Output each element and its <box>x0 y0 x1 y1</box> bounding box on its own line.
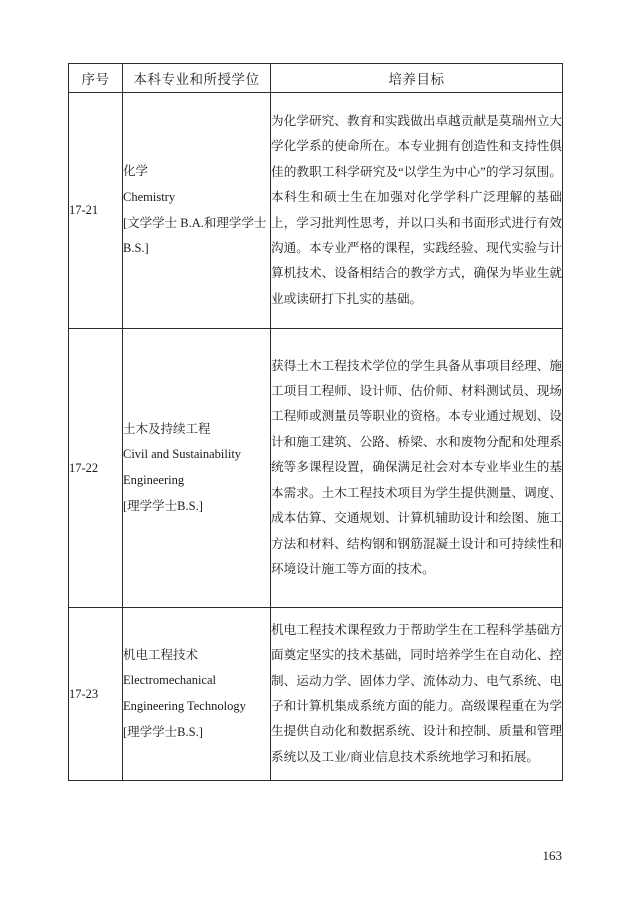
table-row <box>69 93 563 329</box>
major-degree: [文学学士 B.A.和理学学士B.S.] <box>123 215 267 256</box>
column-header-id: 序号 <box>69 64 123 93</box>
major-name-en: Civil and Sustainability Engineering <box>123 447 242 487</box>
row-goal <box>271 329 563 608</box>
major-name-cn: 化学 <box>123 164 149 179</box>
major-name-en: Chemistry <box>123 189 176 204</box>
major-name-cn: 机电工程技术 <box>123 647 199 662</box>
column-header-major: 本科专业和所授学位 <box>123 64 271 93</box>
goal-text: 机电工程技术课程致力于帮助学生在工程科学基础方面奠定坚实的技术基础，同时培养学生在自动化、控制、运动力学、固体力学、流体动力、电气系统、电子和计算机集成系统方面的能力。高级课程重在为学生提供自动化和数据系统、设计和控制、质量和管理系统以及工业/商业信息技术系统地学习和拓展。 <box>271 622 562 764</box>
row-id: 17-23 <box>69 608 123 781</box>
major-degree: [理学学士B.S.] <box>123 498 203 513</box>
table-row <box>69 329 563 608</box>
programs-table <box>68 63 563 781</box>
major-name-cn: 土木及持续工程 <box>123 421 211 436</box>
row-goal <box>271 93 563 329</box>
row-major <box>123 93 271 329</box>
row-goal <box>271 608 563 781</box>
row-id: 17-22 <box>69 329 123 608</box>
major-degree: [理学学士B.S.] <box>123 724 203 739</box>
row-id: 17-21 <box>69 93 123 329</box>
row-major <box>123 608 271 781</box>
column-header-goal: 培养目标 <box>271 64 563 93</box>
table-header-row <box>69 64 563 93</box>
row-major <box>123 329 271 608</box>
major-name-en: Electromechanical Engineering Technology <box>123 673 246 713</box>
page-number: 163 <box>542 848 562 863</box>
goal-text: 为化学研究、教育和实践做出卓越贡献是莫瑞州立大学化学系的使命所在。本专业拥有创造性和支持性俱佳的教职工科学研究及“以学生为中心”的学习氛围。本科生和硕士生在加强对化学学科广泛理解的基础上，学习批判性思考，并以口头和书面形式进行有效沟通。本专业严格的课程，实践经验、现代实验与计算机技术、设备相结合的教学方式，确保为毕业生就业或读研打下扎实的基础。 <box>271 113 562 306</box>
goal-text: 获得土木工程技术学位的学生具备从事项目经理、施工项目工程师、设计师、估价师、材料测试员、现场工程师或测量员等职业的资格。本专业通过规划、设计和施工建筑、公路、桥梁、水和废物分配和处理系统等多课程设置，确保满足社会对本专业毕业生的基本需求。土木工程技术项目为学生提供测量、调度、成本估算、交通规划、计算机辅助设计和绘图、施工方法和材料、结构钢和钢筋混凝土设计和可持续性和环境设计施工等方面的技术。 <box>271 358 562 577</box>
table-row <box>69 608 563 781</box>
